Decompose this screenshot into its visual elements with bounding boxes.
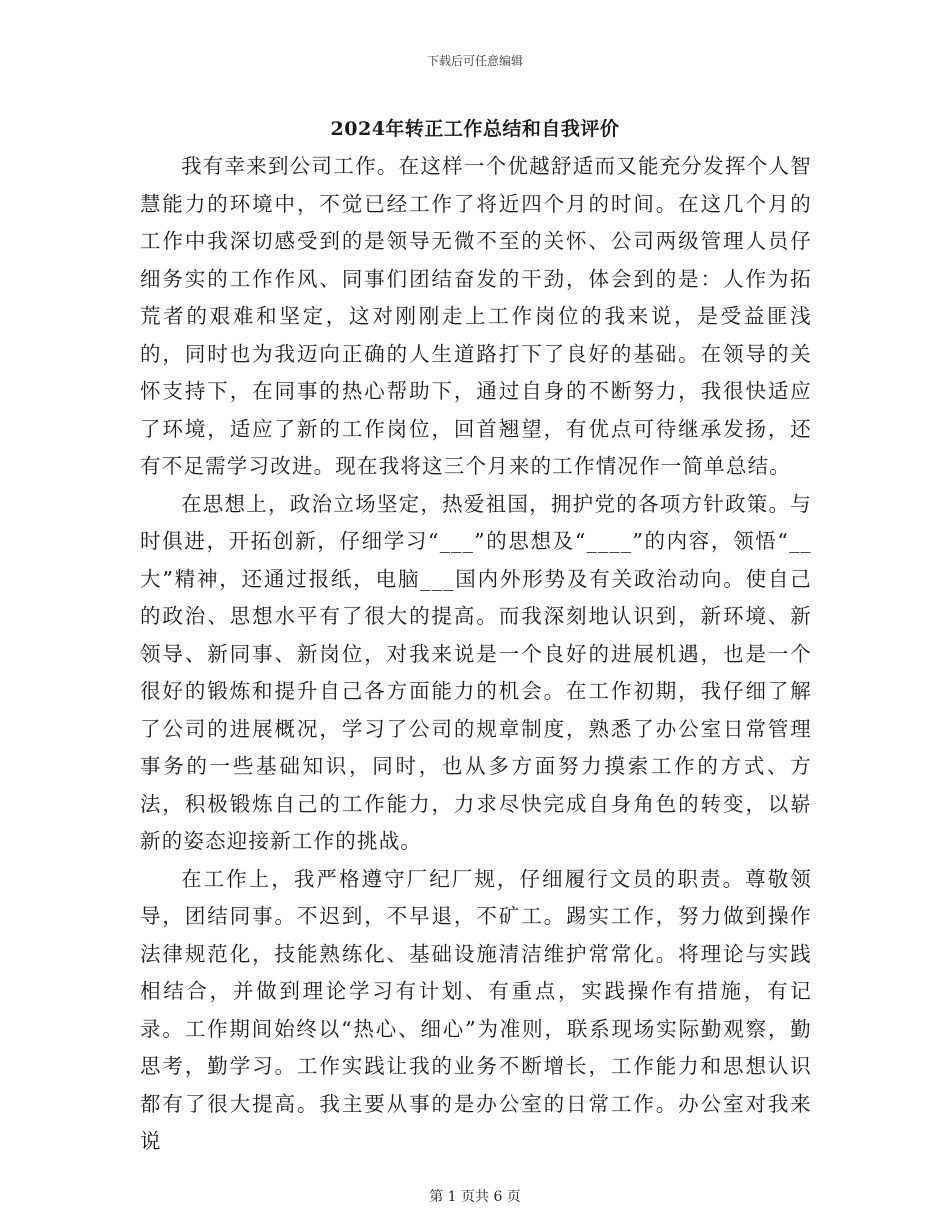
page-header: 下载后可任意编辑 xyxy=(426,54,523,68)
paragraph-intro: 我有幸来到公司工作。在这样一个优越舒适而又能充分发挥个人智慧能力的环境中，不觉已经工作了将近四个月的时间。在这几个月的工作中我深切感受到的是领导无微不至的关怀、公司两级管理人员仔细务实的工作作风、同事们团结奋发的干劲，体会到的是：人作为拓荒者的艰难和坚定，这对刚刚走上工作岗位的我来说，是受益匪浅的，同时也为我迈向正确的人生道路打下了良好的基础。在领导的关怀支持下，在同事的热心帮助下，通过自身的不断努力，我很快适应了环境，适应了新的工作岗位，回首翘望，有优点可待继承发扬，还有不足需学习改进。现在我将这三个月来的工作情况作一简单总结。 xyxy=(140,154,812,478)
document-body xyxy=(140,148,812,1161)
paragraph-ideology: 在思想上，政治立场坚定，热爱祖国，拥护党的各项方针政策。与时俱进，开拓创新，仔细学习“___”的思想及“____”的内容，领悟“__大”精神，还通过报纸，电脑___国内外形势及有关政治动向。使自己的政治、思想水平有了很大的提高。而我深刻地认识到，新环境、新领导、新同事、新岗位，对我来说是一个良好的进展机遇，也是一个很好的锻炼和提升自己各方面能力的机会。在工作初期，我仔细了解了公司的进展概况，学习了公司的规章制度，熟悉了办公室日常管理事务的一些基础知识，同时，也从多方面努力摸索工作的方式、方法，积极锻炼自己的工作能力，力求尽快完成自身角色的转变，以崭新的姿态迎接新工作的挑战。 xyxy=(140,491,812,853)
document-title: 2024年转正工作总结和自我评价 xyxy=(330,118,620,140)
page-footer: 第 1 页共 6 页 xyxy=(429,1189,521,1205)
paragraph-work: 在工作上，我严格遵守厂纪厂规，仔细履行文员的职责。尊敬领导，团结同事。不迟到，不早退，不矿工。踢实工作，努力做到操作法律规范化，技能熟练化、基础设施清洁维护常常化。将理论与实践相结合，并做到理论学习有计划、有重点，实践操作有措施，有记录。工作期间始终以“热心、细心”为准则，联系现场实际勤观察，勤思考，勤学习。工作实践让我的业务不断增长，工作能力和思想认识都有了很大提高。我主要从事的是办公室的日常工作。办公室对我来说 xyxy=(140,866,812,1153)
